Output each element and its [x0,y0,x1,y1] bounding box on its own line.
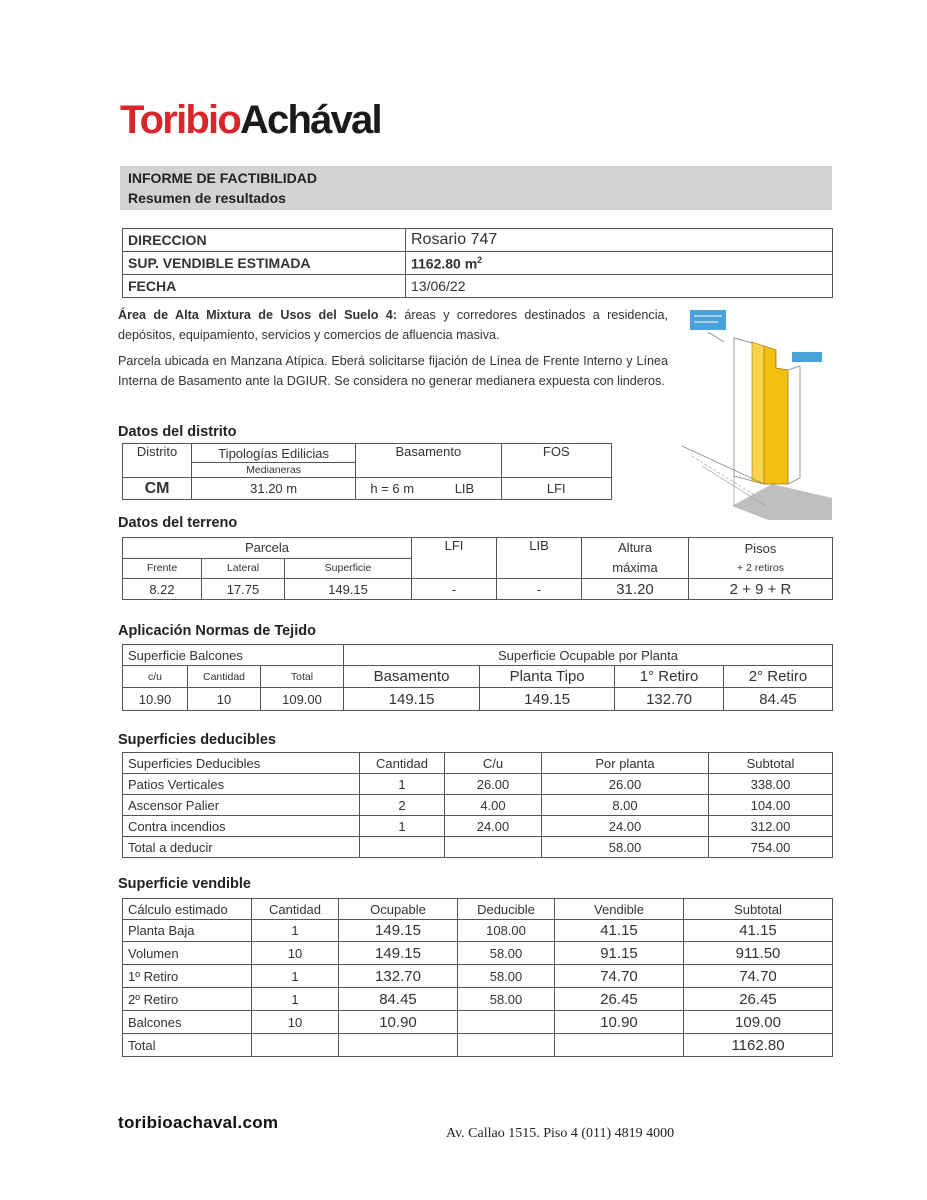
medianeras-header: Medianeras [192,463,356,478]
table-cell: 10 [252,942,339,965]
table-header-cell: Cantidad [360,753,445,774]
fos-header: FOS [501,444,611,478]
table-cell: 149.15 [339,920,458,942]
table-cell: 26.45 [684,988,833,1011]
section-title-distrito: Datos del distrito [118,424,237,440]
table-header-row [123,899,833,920]
table-cell [339,1034,458,1057]
table-cell: 338.00 [709,774,833,795]
table-cell: 2 [360,795,445,816]
table-row [123,816,833,837]
table-cell: Total [123,1034,252,1057]
table-cell: 74.70 [555,965,684,988]
basamento-col-header: Basamento [344,666,480,688]
lib-header: LIB [497,538,582,579]
table-cell: 911.50 [684,942,833,965]
table-cell: 58.00 [542,837,709,858]
deducibles-table [122,752,833,858]
parcela-header: Parcela [123,538,412,559]
table-row [123,1011,833,1034]
table-cell: 58.00 [458,942,555,965]
website-link[interactable]: toribioachaval.com [118,1113,279,1132]
planta-tipo-value: 149.15 [480,688,615,711]
table-cell: 10.90 [339,1011,458,1034]
table-cell: Patios Verticales [123,774,360,795]
pisos-header: Pisos + 2 retiros [689,538,833,579]
ground-shadow [732,484,832,520]
basamento-h-value: h = 6 m [356,478,429,500]
table-cell [252,1034,339,1057]
table-cell: Volumen [123,942,252,965]
lfi-header: LFI [412,538,497,579]
building-volume-diagram [672,306,832,520]
table-header-cell: Por planta [542,753,709,774]
table-cell: 1 [252,988,339,1011]
table-cell [555,1034,684,1057]
table-cell: 1162.80 [684,1034,833,1057]
building-volume [764,346,788,484]
total-header: Total [261,666,344,688]
table-cell: 26.00 [445,774,542,795]
report-header [120,166,832,210]
table-cell: 1 [360,774,445,795]
tipologias-header: Tipologías Edilicias [192,444,356,463]
table-cell: 41.15 [555,920,684,942]
table-row [123,837,833,858]
report-subtitle: Resumen de resultados [128,190,286,206]
table-cell: 58.00 [458,988,555,1011]
altura-value: 31.20 [582,579,689,600]
section-title-tejido: Aplicación Normas de Tejido [118,623,316,639]
table-header-cell: Vendible [555,899,684,920]
callout-label-side [792,352,822,362]
table-cell: 1 [252,920,339,942]
altura-header: Altura máxima [582,538,689,579]
parcel-description: Parcela ubicada en Manzana Atípica. Eberá solicitarse fijación de Línea de Frente Interno y Línea Interna de Basamento ante la DGIUR. Se considera no generar medianera expuesta con linderos. [118,354,668,388]
table-header-cell: Cantidad [252,899,339,920]
table-cell [360,837,445,858]
table-cell: Contra incendios [123,816,360,837]
distrito-value: CM [123,478,192,500]
table-cell [445,837,542,858]
table-header-cell: Superficies Deducibles [123,753,360,774]
table-cell: 26.00 [542,774,709,795]
table-cell: Ascensor Palier [123,795,360,816]
distrito-header: Distrito [123,444,192,478]
lib-value: - [497,579,582,600]
summary-table [122,228,833,298]
basamento-col-value: 149.15 [344,688,480,711]
table-header-cell: Ocupable [339,899,458,920]
retiro1-value: 132.70 [615,688,724,711]
table-header-cell: Subtotal [684,899,833,920]
lateral-value: 17.75 [202,579,285,600]
balcones-header: Superficie Balcones [123,645,344,666]
table-cell: 1 [360,816,445,837]
fecha-label: FECHA [123,275,406,298]
vendible-table [122,898,833,1057]
table-row [123,920,833,942]
table-row [123,774,833,795]
fos-value: LFI [501,478,611,500]
table-header-cell: Deducible [458,899,555,920]
zone-description: Área de Alta Mixtura de Usos del Suelo 4: áreas y corredores destinados a residencia, depósitos, equipamiento, servicios y comercios de afluencia masiva. [118,308,668,342]
section-title-deducibles: Superficies deducibles [118,732,276,748]
table-row [123,965,833,988]
table-cell: 24.00 [542,816,709,837]
direccion-value: Rosario 747 [406,229,833,252]
pisos-value: 2 + 9 + R [689,579,833,600]
table-row [123,1034,833,1057]
total-value: 109.00 [261,688,344,711]
table-cell [458,1011,555,1034]
planta-tipo-header: Planta Tipo [480,666,615,688]
cu-header: c/u [123,666,188,688]
table-header-row [123,753,833,774]
table-row [123,795,833,816]
section-title-vendible: Superficie vendible [118,876,251,892]
frente-header: Frente [123,558,202,579]
table-cell: 4.00 [445,795,542,816]
lateral-header: Lateral [202,558,285,579]
table-cell: 41.15 [684,920,833,942]
table-row [123,942,833,965]
section-title-terreno: Datos del terreno [118,515,238,531]
table-cell: Balcones [123,1011,252,1034]
table-cell: 104.00 [709,795,833,816]
lfi-value: - [412,579,497,600]
table-cell: Planta Baja [123,920,252,942]
basamento-header: Basamento [356,444,501,478]
table-row [123,988,833,1011]
table-header-cell: Subtotal [709,753,833,774]
sup-value: 1162.80 $m^2$ [406,252,833,275]
table-cell: 132.70 [339,965,458,988]
retiro2-header: 2° Retiro [724,666,833,688]
table-header-cell: Cálculo estimado [123,899,252,920]
table-cell: 2º Retiro [123,988,252,1011]
cantidad-header: Cantidad [188,666,261,688]
terreno-table [122,537,833,600]
table-cell: 26.45 [555,988,684,1011]
company-address: Av. Callao 1515. Piso 4 (011) 4819 4000 [446,1126,675,1141]
company-logo: ToribioAchával [120,98,381,142]
distrito-table [122,443,612,500]
basamento-lib-value: LIB [428,478,501,500]
table-cell: 149.15 [339,942,458,965]
table-cell: 1 [252,965,339,988]
cantidad-value: 10 [188,688,261,711]
table-cell: Total a deducir [123,837,360,858]
fecha-value: 13/06/22 [406,275,833,298]
table-cell: 312.00 [709,816,833,837]
table-cell: 8.00 [542,795,709,816]
tejido-table [122,644,833,711]
table-cell: 24.00 [445,816,542,837]
medianeras-value: 31.20 m [192,478,356,500]
table-cell: 91.15 [555,942,684,965]
table-cell: 1º Retiro [123,965,252,988]
table-cell: 754.00 [709,837,833,858]
cu-value: 10.90 [123,688,188,711]
retiro2-value: 84.45 [724,688,833,711]
sup-label: SUP. VENDIBLE ESTIMADA [123,252,406,275]
table-cell: 108.00 [458,920,555,942]
table-cell: 10 [252,1011,339,1034]
superficie-header: Superficie [285,558,412,579]
table-cell: 109.00 [684,1011,833,1034]
table-cell: 10.90 [555,1011,684,1034]
table-cell: 74.70 [684,965,833,988]
report-title: INFORME DE FACTIBILIDAD [128,170,317,186]
table-header-cell: C/u [445,753,542,774]
superficie-value: 149.15 [285,579,412,600]
direccion-label: DIRECCION [123,229,406,252]
table-cell: 58.00 [458,965,555,988]
callout-label-top [690,310,726,330]
table-cell: 84.45 [339,988,458,1011]
frente-value: 8.22 [123,579,202,600]
ocupable-header: Superficie Ocupable por Planta [344,645,833,666]
retiro1-header: 1° Retiro [615,666,724,688]
table-cell [458,1034,555,1057]
